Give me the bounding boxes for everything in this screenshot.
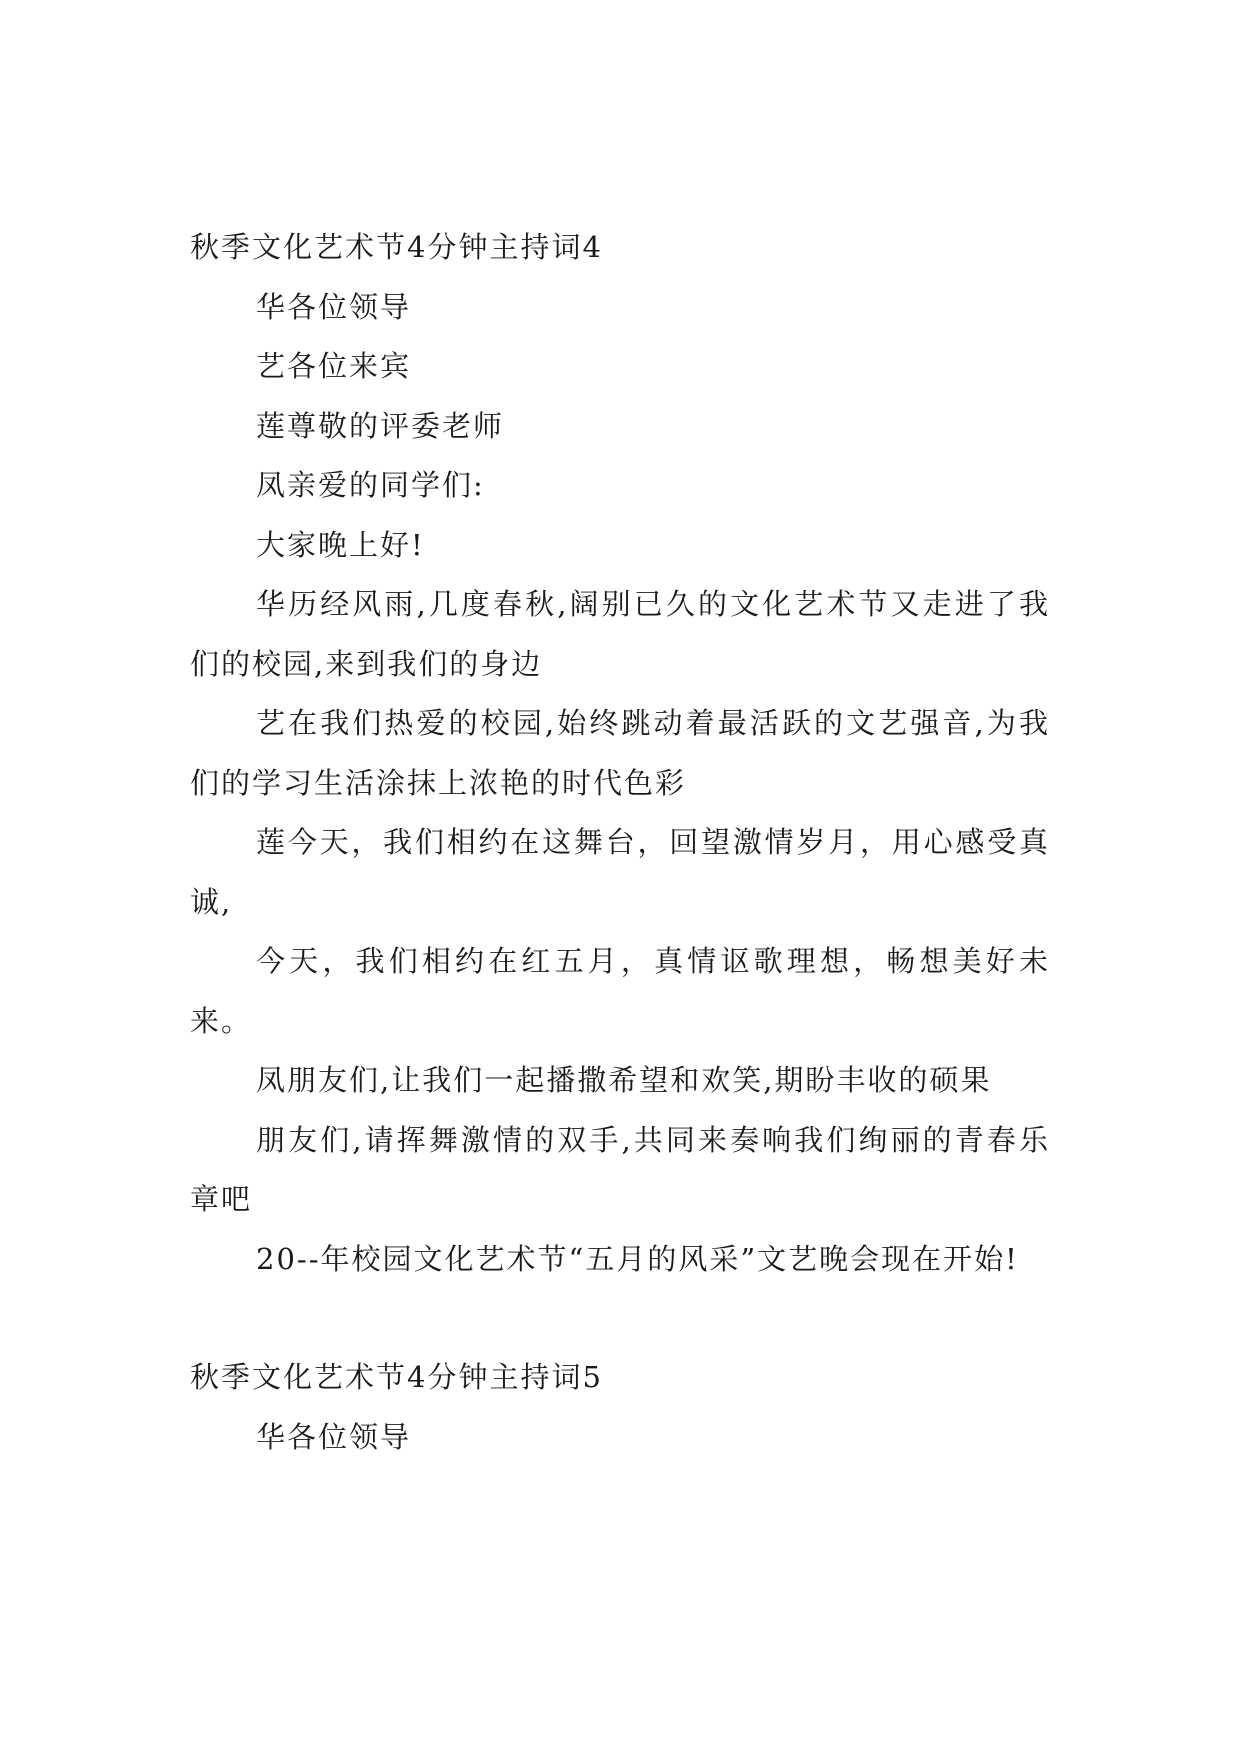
paragraph: 朋友们,请挥舞激情的双手,共同来奏响我们绚丽的青春乐章吧: [190, 1122, 1050, 1216]
section-divider-space: [190, 1289, 1050, 1348]
section-title: 秋季文化艺术节4分钟主持词5: [190, 1360, 603, 1394]
paragraph: 莲今天，我们相约在这舞台，回望激情岁月，用心感受真诚,: [190, 825, 1050, 919]
section-title: 秋季文化艺术节4分钟主持词4: [190, 230, 603, 264]
paragraph: 华各位领导: [256, 1419, 412, 1454]
paragraph: 今天，我们相约在红五月，真情讴歌理想，畅想美好未来。: [190, 944, 1050, 1038]
paragraph: 艺各位来宾: [256, 349, 412, 383]
paragraph: 凤亲爱的同学们:: [256, 468, 485, 502]
paragraph: 大家晚上好!: [256, 527, 425, 562]
paragraph: 凤朋友们,让我们一起播撒希望和欢笑,期盼丰收的硕果: [256, 1063, 992, 1097]
paragraph: 华各位领导: [256, 289, 412, 324]
paragraph: 艺在我们热爱的校园,始终跳动着最活跃的文艺强音,为我们的学习生活涂抹上浓艳的时代色彩: [190, 706, 1050, 800]
section-4: [190, 218, 1050, 1289]
paragraph: 莲尊敬的评委老师: [256, 408, 505, 443]
section-5: [190, 1348, 1050, 1467]
paragraph: 华历经风雨,几度春秋,阔别已久的文化艺术节又走进了我们的校园,来到我们的身边: [190, 587, 1050, 681]
paragraph: 20--年校园文化艺术节“五月的风采”文艺晚会现在开始!: [256, 1241, 1019, 1276]
document-body: [190, 218, 1050, 1467]
